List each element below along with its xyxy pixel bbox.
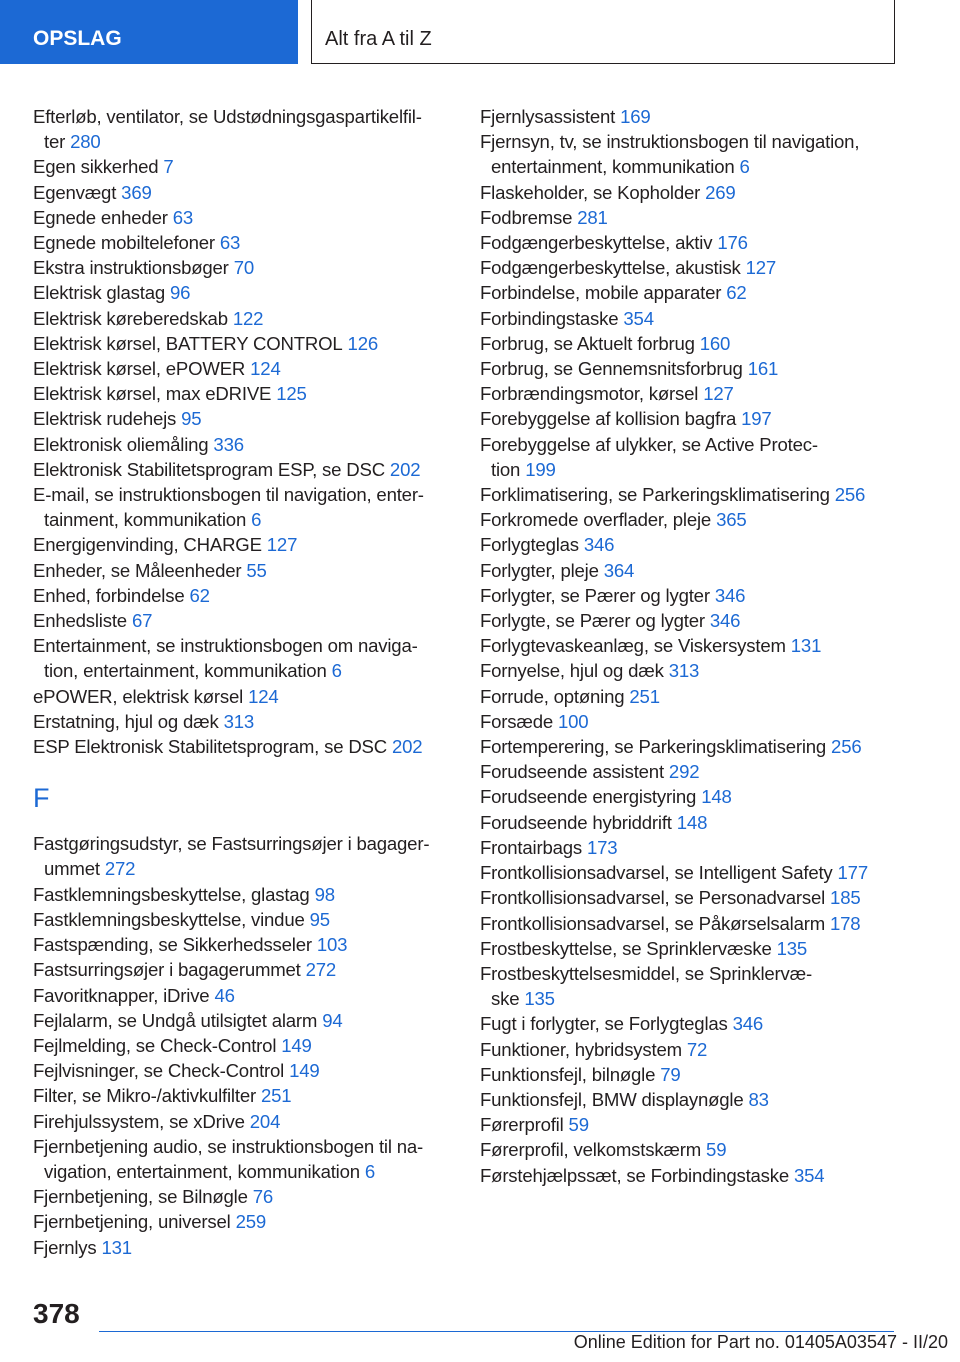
entry-term: E-mail, se instruktionsbogen til navigation, enter-: [33, 484, 424, 506]
index-entry: [480, 230, 900, 255]
entry-term: Forlygtevaskeanlæg, se Viskersystem: [480, 635, 786, 657]
index-entry: [480, 1112, 900, 1137]
index-entry: [33, 1109, 473, 1134]
index-entry: [33, 482, 473, 532]
page-reference-link[interactable]: 354: [794, 1164, 825, 1186]
page-reference-link[interactable]: 204: [249, 1110, 281, 1132]
index-entry: [33, 230, 473, 255]
entry-term: Fodgængerbeskyttelse, akustisk: [480, 257, 741, 279]
entry-term: Funktionsfejl, bilnøgle: [480, 1063, 656, 1085]
page-reference-link[interactable]: 103: [316, 934, 348, 956]
index-entry: [480, 558, 900, 583]
index-entry: [480, 356, 900, 381]
page-reference-link[interactable]: 346: [714, 584, 746, 606]
index-entry: [33, 583, 473, 608]
page-reference-link[interactable]: 135: [524, 988, 555, 1010]
page-reference-link[interactable]: 346: [709, 610, 741, 632]
page-reference-link[interactable]: 251: [260, 1085, 292, 1107]
page-reference-link[interactable]: 177: [837, 862, 868, 884]
index-entry: [33, 831, 473, 881]
page-reference-link[interactable]: 100: [558, 710, 589, 732]
page-reference-link[interactable]: 173: [586, 836, 618, 858]
entry-term: Elektrisk kørsel, max eDRIVE: [33, 383, 272, 405]
index-entry: [480, 684, 900, 709]
entry-term-continued: tainment, kommunikation: [44, 509, 247, 531]
entry-term: Fornyelse, hjul og dæk: [480, 660, 664, 682]
page-reference-link[interactable]: 67: [131, 610, 153, 632]
index-entry: [480, 482, 900, 507]
entry-term: Fejlmelding, se Check-Control: [33, 1034, 277, 1056]
index-entry: [480, 784, 900, 809]
chapter-title: Alt fra A til Z: [311, 0, 895, 64]
entry-term: Fjernsyn, tv, se instruktionsbogen til navigation,: [480, 131, 860, 153]
index-entry: [33, 457, 473, 482]
index-entry: [480, 280, 900, 305]
page-reference-link[interactable]: 269: [705, 181, 736, 203]
entry-term: Forebyggelse af ulykker, se Active Protec-: [480, 433, 818, 455]
page-reference-link[interactable]: 122: [232, 307, 264, 329]
page-reference-link[interactable]: 365: [716, 509, 747, 531]
page-reference-link[interactable]: 96: [169, 282, 191, 304]
entry-term: Forlygter, pleje: [480, 559, 599, 581]
entry-term: Egen sikkerhed: [33, 156, 159, 178]
index-entry: [480, 381, 900, 406]
index-entry: [480, 306, 900, 331]
entry-term: Forudseende assistent: [480, 761, 664, 783]
index-entry: [33, 255, 473, 280]
index-entry: [33, 1058, 473, 1083]
entry-term: Elektrisk rudehejs: [33, 408, 177, 430]
entry-term: Forbrændingsmotor, kørsel: [480, 383, 699, 405]
page-reference-link[interactable]: 292: [668, 761, 700, 783]
page-reference-link[interactable]: 197: [741, 408, 772, 430]
entry-term: Fastgøringsudstyr, se Fastsurringsøjer i bagager-: [33, 833, 430, 855]
page-reference-link[interactable]: 202: [389, 458, 421, 480]
entry-term: Fjernlysassistent: [480, 106, 616, 127]
index-entry: [480, 406, 900, 431]
entry-term: Elektronisk oliemåling: [33, 433, 209, 455]
entry-term: Forbindingstaske: [480, 307, 619, 329]
index-entry: [33, 1008, 473, 1033]
page-reference-link[interactable]: 63: [172, 206, 194, 228]
entry-term: Efterløb, ventilator, se Udstødningsgaspartikelfil-: [33, 106, 422, 127]
page-reference-link[interactable]: 272: [104, 858, 136, 880]
entry-term-continued: tion, entertainment, kommunikation: [44, 660, 327, 682]
entry-term: Fugt i forlygter, se Forlygteglas: [480, 1013, 728, 1035]
index-entry: [33, 558, 473, 583]
entry-term: Fjernbetjening audio, se instruktionsbogen til na-: [33, 1135, 424, 1157]
index-entry: [33, 932, 473, 957]
page-reference-link[interactable]: 169: [620, 106, 651, 127]
entry-term: Forbindelse, mobile apparater: [480, 282, 722, 304]
entry-term: Fastspænding, se Sikkerhedsseler: [33, 934, 312, 956]
index-entry: [480, 205, 900, 230]
index-entry: [33, 734, 473, 759]
index-entry: [480, 1062, 900, 1087]
index-entry: [33, 406, 473, 431]
entry-term: Enheder, se Måleenheder: [33, 559, 242, 581]
index-entry: [33, 331, 473, 356]
page-reference-link[interactable]: 161: [747, 358, 779, 380]
index-entry: [480, 810, 900, 835]
entry-term-continued: ske: [491, 988, 520, 1010]
entry-term: Frostbeskyttelsesmiddel, se Sprinklervæ-: [480, 962, 812, 984]
page-reference-link[interactable]: 6: [251, 509, 262, 531]
page-reference-link[interactable]: 346: [732, 1013, 764, 1035]
entry-term: Elektrisk kørsel, BATTERY CONTROL: [33, 332, 343, 354]
page-reference-link[interactable]: 176: [717, 232, 748, 254]
page-reference-link[interactable]: 124: [248, 685, 279, 707]
page-reference-link[interactable]: 256: [831, 736, 862, 758]
entry-term-continued: vigation, entertainment, kommunikation: [44, 1160, 360, 1182]
page-reference-link[interactable]: 59: [568, 1114, 589, 1136]
page-reference-link[interactable]: 281: [577, 206, 608, 228]
page-reference-link[interactable]: 364: [603, 559, 635, 581]
index-entry: [480, 331, 900, 356]
entry-term: Forudseende hybriddrift: [480, 811, 672, 833]
index-entry: [480, 759, 900, 784]
entry-term: Fastklemningsbeskyttelse, glastag: [33, 883, 310, 905]
index-entry: [480, 885, 900, 910]
index-entry: [33, 432, 473, 457]
page-reference-link[interactable]: 259: [235, 1211, 267, 1233]
entry-term: Forlygte, se Pærer og lygter: [480, 610, 705, 632]
index-entry: [480, 734, 900, 759]
index-entry: [480, 1037, 900, 1062]
entry-term-continued: tion: [491, 458, 521, 480]
page-reference-link[interactable]: 313: [668, 660, 700, 682]
entry-term: Flaskeholder, se Kopholder: [480, 181, 701, 203]
index-entry: [33, 1209, 473, 1234]
page-reference-link[interactable]: 313: [223, 710, 255, 732]
entry-term: Egnede enheder: [33, 206, 168, 228]
index-entry: [480, 860, 900, 885]
page-reference-link[interactable]: 251: [629, 685, 660, 707]
index-entry: [480, 583, 900, 608]
entry-term: Entertainment, se instruktionsbogen om naviga-: [33, 635, 418, 657]
page-reference-link[interactable]: 6: [739, 156, 750, 178]
page-reference-link[interactable]: 98: [314, 883, 335, 905]
index-entry: [480, 658, 900, 683]
index-entry: [480, 507, 900, 532]
index-entry: [33, 356, 473, 381]
entry-term: Elektrisk glastag: [33, 282, 165, 304]
entry-term: Forudseende energistyring: [480, 786, 697, 808]
footer-edition-text: Online Edition for Part no. 01405A03547 - II/20: [573, 1332, 948, 1352]
index-entry: [33, 684, 473, 709]
page-header: [0, 0, 960, 66]
entry-term-continued: entertainment, kommunikation: [491, 156, 735, 178]
entry-term: Frostbeskyttelse, se Sprinklervæske: [480, 937, 772, 959]
index-column-right: [480, 104, 900, 1188]
page-reference-link[interactable]: 76: [252, 1186, 274, 1208]
page-reference-link[interactable]: 126: [347, 332, 378, 354]
entry-term: Forkromede overflader, pleje: [480, 509, 712, 531]
index-list-f-continued: [480, 104, 900, 1188]
page-reference-link[interactable]: 127: [703, 383, 734, 405]
page-reference-link[interactable]: 7: [163, 156, 174, 178]
entry-term: Frontairbags: [480, 836, 582, 858]
index-column-left: [33, 104, 473, 1260]
entry-term: Fejlvisninger, se Check-Control: [33, 1060, 285, 1082]
page-reference-link[interactable]: 70: [233, 257, 254, 279]
entry-term: Funktionsfejl, BMW displaynøgle: [480, 1088, 744, 1110]
entry-term: Fjernlys: [33, 1236, 97, 1258]
entry-term: Elektrisk kørsel, ePOWER: [33, 358, 246, 380]
page-reference-link[interactable]: 124: [250, 358, 281, 380]
entry-term: Førerprofil: [480, 1114, 564, 1136]
page-reference-link[interactable]: 185: [830, 887, 861, 909]
index-entry: [33, 381, 473, 406]
page-reference-link[interactable]: 6: [364, 1160, 376, 1182]
page-reference-link[interactable]: 202: [391, 736, 423, 758]
index-entry: [480, 936, 900, 961]
page-reference-link[interactable]: 63: [219, 232, 241, 254]
entry-term: Fodbremse: [480, 206, 573, 228]
entry-term-continued: ummet: [44, 858, 100, 880]
page-reference-link[interactable]: 131: [790, 635, 822, 657]
index-entry: [33, 1033, 473, 1058]
index-entry: [33, 1184, 473, 1209]
index-entry: [480, 911, 900, 936]
index-entry: [480, 709, 900, 734]
index-entry: [33, 1083, 473, 1108]
entry-term: Enhed, forbindelse: [33, 584, 185, 606]
index-entry: [480, 1137, 900, 1162]
entry-term: Frontkollisionsadvarsel, se Påkørselsalarm: [480, 912, 825, 934]
page-reference-link[interactable]: 95: [181, 408, 202, 430]
page-reference-link[interactable]: 127: [266, 534, 298, 556]
entry-term: Forsæde: [480, 710, 554, 732]
index-entry: [480, 961, 900, 1011]
entry-term: Forrude, optøning: [480, 685, 625, 707]
page-reference-link[interactable]: 62: [189, 584, 210, 606]
page-reference-link[interactable]: 95: [309, 908, 330, 930]
entry-term: ESP Elektronisk Stabilitetsprogram, se DSC: [33, 736, 387, 758]
entry-term-continued: ter: [44, 131, 66, 153]
page-reference-link[interactable]: 62: [726, 282, 747, 304]
entry-term: Filter, se Mikro-/aktivkulfilter: [33, 1085, 256, 1107]
page-reference-link[interactable]: 280: [70, 131, 101, 153]
section-tab[interactable]: OPSLAG: [0, 0, 298, 64]
page-reference-link[interactable]: 127: [745, 257, 777, 279]
index-entry: [33, 983, 473, 1008]
entry-term: Egenvægt: [33, 181, 117, 203]
page-reference-link[interactable]: 346: [583, 534, 615, 556]
entry-term: Energigenvinding, CHARGE: [33, 534, 262, 556]
page-reference-link[interactable]: 178: [830, 912, 861, 934]
page-reference-link[interactable]: 199: [525, 458, 556, 480]
index-entry: [33, 180, 473, 205]
index-entry: [33, 608, 473, 633]
entry-term: Funktioner, hybridsystem: [480, 1038, 682, 1060]
entry-term: Elektronisk Stabilitetsprogram ESP, se DSC: [33, 458, 385, 480]
entry-term: Forbrug, se Aktuelt forbrug: [480, 332, 695, 354]
page-reference-link[interactable]: 94: [322, 1009, 343, 1031]
page-reference-link[interactable]: 149: [281, 1034, 312, 1056]
entry-term: Fodgængerbeskyttelse, aktiv: [480, 232, 713, 254]
entry-term: Fortemperering, se Parkeringsklimatisering: [480, 736, 827, 758]
index-entry: [33, 907, 473, 932]
index-entry: [33, 1235, 473, 1260]
index-list-f: [33, 831, 473, 1259]
page-reference-link[interactable]: 336: [213, 433, 244, 455]
index-entry: [33, 205, 473, 230]
page-reference-link[interactable]: 272: [305, 959, 337, 981]
entry-term: Førerprofil, velkomstskærm: [480, 1139, 702, 1161]
index-entry: [480, 608, 900, 633]
letter-heading: F: [33, 783, 50, 814]
page-reference-link[interactable]: 46: [214, 984, 235, 1006]
entry-term: Elektrisk køreberedskab: [33, 307, 228, 329]
index-entry: [480, 1163, 900, 1188]
index-entry: [480, 633, 900, 658]
entry-term: Forklimatisering, se Parkeringsklimatisering: [480, 484, 830, 506]
entry-term: Ekstra instruktionsbøger: [33, 257, 229, 279]
index-entry: [33, 633, 473, 683]
entry-term: Frontkollisionsadvarsel, se Personadvarsel: [480, 887, 826, 909]
entry-term: ePOWER, elektrisk kørsel: [33, 685, 244, 707]
index-entry: [33, 306, 473, 331]
page-reference-link[interactable]: 148: [676, 811, 708, 833]
page-reference-link[interactable]: 160: [699, 332, 731, 354]
page-reference-link[interactable]: 72: [686, 1038, 708, 1060]
entry-term: Fjernbetjening, se Bilnøgle: [33, 1186, 248, 1208]
entry-term: Forlygteglas: [480, 534, 579, 556]
page-reference-link[interactable]: 149: [289, 1060, 320, 1082]
index-entry: [480, 835, 900, 860]
index-entry: [480, 255, 900, 280]
index-entry: [33, 709, 473, 734]
page-reference-link[interactable]: 148: [701, 786, 732, 808]
index-entry: [480, 1087, 900, 1112]
entry-term: Forebyggelse af kollision bagfra: [480, 408, 737, 430]
entry-term: Frontkollisionsadvarsel, se Intelligent Safety: [480, 862, 833, 884]
entry-term: Favoritknapper, iDrive: [33, 984, 210, 1006]
entry-term: Enhedsliste: [33, 610, 127, 632]
index-entry: [33, 957, 473, 982]
entry-term: Forlygter, se Pærer og lygter: [480, 584, 710, 606]
index-entry: [33, 882, 473, 907]
entry-term: Fastklemningsbeskyttelse, vindue: [33, 908, 305, 930]
index-entry: [480, 432, 900, 482]
entry-term: Fastsurringsøjer i bagagerummet: [33, 959, 301, 981]
page-reference-link[interactable]: 369: [121, 181, 152, 203]
index-entry: [33, 104, 473, 154]
entry-term: Fjernbetjening, universel: [33, 1211, 231, 1233]
index-entry: [480, 129, 900, 179]
index-entry: [480, 532, 900, 557]
page-reference-link[interactable]: 59: [706, 1139, 727, 1161]
index-list-e: [33, 104, 473, 759]
page-reference-link[interactable]: 256: [834, 484, 866, 506]
index-entry: [480, 1011, 900, 1036]
index-entry: [33, 1134, 473, 1184]
page-reference-link[interactable]: 83: [748, 1088, 769, 1110]
page-reference-link[interactable]: 354: [623, 307, 654, 329]
page-reference-link[interactable]: 79: [660, 1063, 681, 1085]
index-entry: [480, 104, 900, 129]
page-reference-link[interactable]: 6: [331, 660, 342, 682]
entry-term: Firehjulssystem, se xDrive: [33, 1110, 245, 1132]
page-reference-link[interactable]: 135: [776, 937, 808, 959]
page-reference-link[interactable]: 125: [276, 383, 307, 405]
entry-term: Fejlalarm, se Undgå utilsigtet alarm: [33, 1009, 318, 1031]
page-number: 378: [33, 1298, 80, 1329]
index-entry: [33, 280, 473, 305]
index-entry: [480, 180, 900, 205]
entry-term: Egnede mobiltelefoner: [33, 232, 215, 254]
page-reference-link[interactable]: 55: [246, 559, 267, 581]
index-entry: [33, 532, 473, 557]
index-entry: [33, 154, 473, 179]
entry-term: Førstehjælpssæt, se Forbindingstaske: [480, 1164, 790, 1186]
entry-term: Forbrug, se Gennemsnitsforbrug: [480, 358, 743, 380]
page-reference-link[interactable]: 131: [101, 1236, 132, 1258]
entry-term: Erstatning, hjul og dæk: [33, 710, 219, 732]
